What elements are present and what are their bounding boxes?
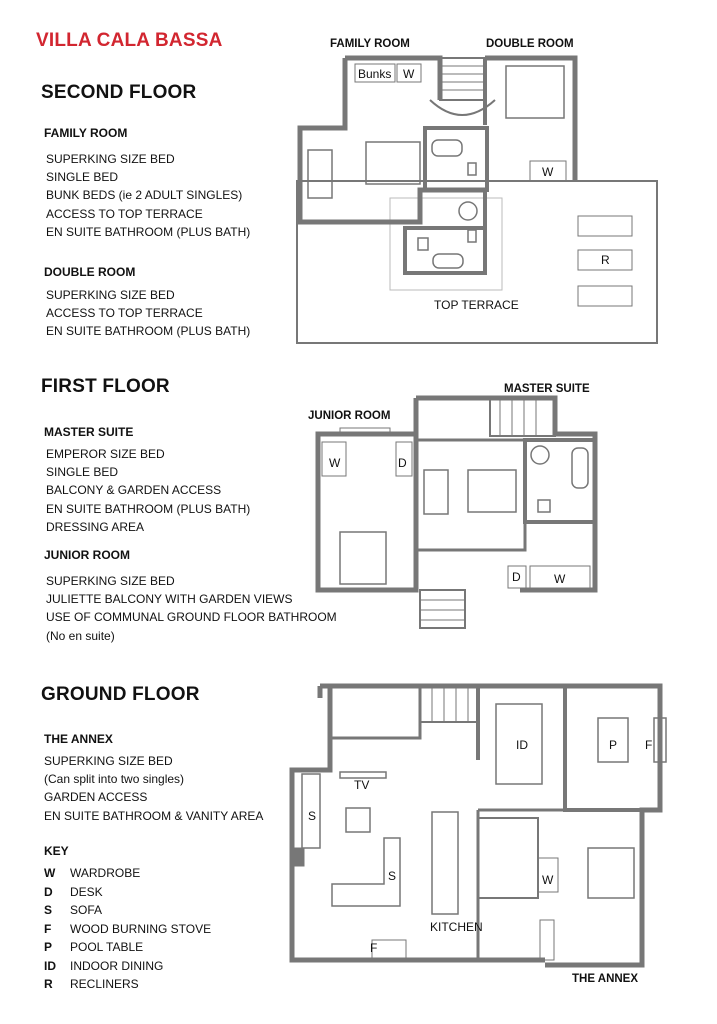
plan-label-stove: F [370,941,378,955]
plan-label-sofa: S [308,809,317,823]
list-item: BALCONY & GARDEN ACCESS [46,483,222,498]
key-code: ID [44,958,56,973]
list-item: SUPERKING SIZE BED [46,574,175,588]
single-bed-icon [424,470,448,514]
plan-label-double: DOUBLE ROOM [486,38,574,50]
villa-title: VILLA CALA BASSA [36,30,223,51]
key-label: DESK [70,884,103,899]
ground-outer-wall-right [320,686,660,965]
plan-label-stove: F [645,738,653,752]
key-label: INDOOR DINING [70,958,164,973]
bath-icon [432,140,462,156]
double-bed-icon [506,66,564,118]
list-item: (Can split into two singles) [44,772,185,787]
first-floor-heading: FIRST FLOOR [41,376,170,397]
key-code: D [44,884,53,899]
plan-label-tv: TV [354,778,370,792]
list-item: GARDEN ACCESS [44,790,148,805]
second-floor-heading: SECOND FLOOR [41,82,197,103]
double-room-title: DOUBLE ROOM [44,265,136,279]
plan-label-terrace: TOP TERRACE [434,298,519,312]
recliner-box [578,286,632,306]
coffee-table-icon [346,808,370,832]
stair-box [420,686,478,722]
plan-label-wardrobe: W [403,67,415,81]
list-item: JULIETTE BALCONY WITH GARDEN VIEWS [46,592,293,607]
key-label: WOOD BURNING STOVE [70,921,212,936]
list-item: SUPERKING SIZE BED [46,152,175,166]
key-code: W [44,866,56,880]
single-bed-icon [308,150,332,198]
kitchen-counter [540,920,554,960]
toilet-icon [418,238,428,250]
plan-label-recliners: R [601,253,610,267]
kitchen-island-icon [432,812,458,914]
emperor-bed-icon [468,470,516,512]
list-item: (No en suite) [46,628,115,643]
toilet-icon [468,163,476,175]
list-item: EN SUITE BATHROOM (PLUS BATH) [46,224,251,239]
plan-label-dining: ID [516,738,528,752]
list-item: DRESSING AREA [46,519,145,534]
stair-box [420,590,465,628]
key-label: RECLINERS [70,977,139,991]
key-code: S [44,903,53,917]
master-bedroom-walls [416,440,525,550]
list-item: EN SUITE BATHROOM & VANITY AREA [44,808,264,823]
first-floor-plan [318,398,595,628]
list-item: SINGLE BED [46,465,119,480]
plan-label-kitchen: KITCHEN [430,920,483,934]
list-item: USE OF COMMUNAL GROUND FLOOR BATHROOM [46,610,337,625]
plan-label-wardrobe: W [329,456,341,470]
list-item: ACCESS TO TOP TERRACE [46,306,203,321]
key-label: SOFA [70,903,103,917]
bath-icon [572,448,588,488]
toilet-icon [468,230,476,242]
junior-room-title: JUNIOR ROOM [44,548,131,562]
plan-label-family: FAMILY ROOM [330,38,410,50]
stair-box [440,58,485,100]
master-suite-walls [416,398,595,590]
plan-label-wardrobe: W [542,165,554,179]
master-bathroom [525,440,595,522]
ground-floor-heading: GROUND FLOOR [41,684,200,705]
plan-label-wardrobe: W [554,572,566,586]
plan-label-wardrobe: W [542,873,554,887]
key-code: P [44,940,53,954]
plan-label-annex: THE ANNEX [572,973,639,985]
list-item: SUPERKING SIZE BED [46,288,175,302]
list-item: BUNK BEDS (ie 2 ADULT SINGLES) [46,188,243,203]
shower-icon [531,446,549,464]
key-title: KEY [44,844,69,858]
superking-bed-icon [340,532,386,584]
key-label: WARDROBE [70,866,141,880]
column-icon [292,848,304,866]
list-item: EMPEROR SIZE BED [46,447,165,461]
recliner-box [578,216,632,236]
plan-label-pool: P [609,738,618,752]
annex-bathroom [478,818,538,898]
annex-bed-icon [588,848,634,898]
key-code: F [44,921,52,936]
list-item: EN SUITE BATHROOM (PLUS BATH) [46,324,251,339]
superking-bed-icon [366,142,420,184]
key-code: R [44,977,53,991]
list-item: ACCESS TO TOP TERRACE [46,206,203,221]
annex-title: THE ANNEX [44,732,113,746]
list-item: EN SUITE BATHROOM (PLUS BATH) [46,501,251,516]
lower-bathroom [405,228,485,273]
toilet-icon [538,500,550,512]
family-room-title: FAMILY ROOM [44,126,128,140]
shower-icon [459,202,477,220]
master-suite-title: MASTER SUITE [44,425,134,439]
list-item: SUPERKING SIZE BED [44,754,173,768]
bath-icon [433,254,463,268]
plan-label-desk: D [398,456,407,470]
plan-label-bunks: Bunks [358,67,392,81]
plan-label-sofa: S [388,869,397,883]
ground-bathroom [330,686,420,738]
plan-label-junior: JUNIOR ROOM [308,410,391,422]
pool-room-wall [565,686,642,810]
list-item: SINGLE BED [46,170,119,185]
key-label: POOL TABLE [70,940,144,954]
plan-label-master: MASTER SUITE [504,383,590,395]
plan-label-desk: D [512,570,521,584]
